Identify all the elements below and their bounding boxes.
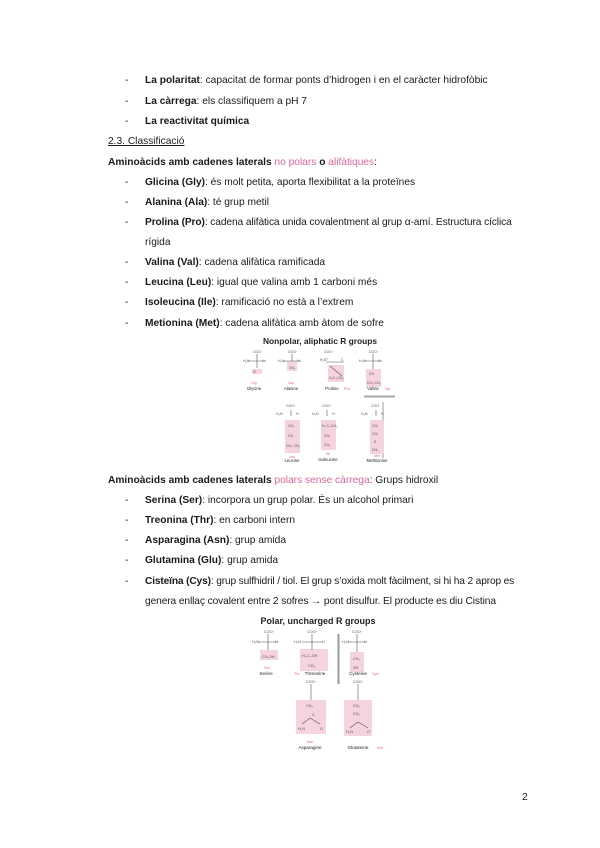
item-name: Glutamina (Glu)	[145, 555, 222, 566]
item-desc: : igual que valina amb 1 carboni més	[211, 277, 378, 288]
bullet-marker: -	[125, 318, 129, 329]
list-item	[145, 534, 286, 547]
item-desc: : és molt petita, aporta flexibilitat a la proteïnes	[205, 177, 416, 188]
svg-text:H₃N: H₃N	[361, 412, 368, 416]
item-name: Valina (Val)	[145, 257, 199, 268]
svg-text:COO⁻: COO⁻	[307, 630, 318, 634]
header-text: Aminoàcids amb cadenes laterals	[108, 157, 275, 168]
abbr-label: Val	[385, 387, 391, 391]
svg-text:H: H	[378, 359, 381, 363]
svg-text:CH₂: CH₂	[288, 424, 295, 428]
section-title: 2.3. Classificació	[108, 136, 185, 147]
list-item-continuation: genera enllaç covalent entre 2 sofres → pont disulfur. El producte es diu Cistina	[145, 596, 496, 607]
bullet-marker: -	[125, 495, 129, 506]
bullet-marker: -	[125, 277, 129, 288]
svg-text:COO⁻: COO⁻	[288, 350, 298, 354]
svg-text:C: C	[341, 358, 344, 362]
bullet-marker: -	[125, 555, 129, 566]
abbr-label: Gln	[377, 746, 383, 750]
bullet-marker: -	[125, 116, 129, 127]
list-item	[145, 514, 295, 527]
header-highlight: polars sense càrrega	[274, 475, 370, 486]
svg-text:H₂N: H₂N	[346, 730, 353, 734]
svg-text:COO⁻: COO⁻	[264, 630, 275, 634]
svg-text:H: H	[296, 412, 299, 416]
header-highlight: alifàtiques	[328, 157, 375, 168]
item-desc: : incorpora un grup polar. És un alcohol primari	[202, 495, 414, 506]
amino-name-label: Serine	[259, 671, 273, 676]
prop-name: La càrrega	[145, 96, 197, 107]
prop-polarity	[145, 74, 488, 87]
svg-text:COO⁻: COO⁻	[306, 680, 317, 684]
svg-text:H: H	[262, 359, 265, 363]
item-desc: : en carboni intern	[213, 515, 296, 526]
svg-text:O: O	[320, 727, 323, 731]
prop-desc: : els classifiquem a pH 7	[196, 96, 307, 107]
svg-text:H₃N: H₃N	[359, 359, 366, 363]
polar-header	[108, 474, 438, 487]
svg-text:CH₂OH: CH₂OH	[262, 655, 275, 659]
prop-name: La polaritat	[145, 75, 200, 86]
item-desc: : ramificació no està a l’extrem	[215, 297, 354, 308]
list-item	[145, 554, 278, 567]
item-desc: : cadena alifàtica unida covalentment al grup α-amí. Estructura cíclica	[204, 217, 512, 228]
prop-charge	[145, 95, 307, 108]
svg-text:CH₂: CH₂	[353, 704, 360, 708]
item-desc: : té grup metil	[207, 197, 269, 208]
item-desc: : cadena alifàtica ramificada	[198, 257, 326, 268]
svg-text:H–C–OH: H–C–OH	[302, 654, 318, 658]
item-desc: : grup sulfhidril / tiol. El grup s’oxida molt fàcilment, si hi ha 2 aprop es	[210, 576, 515, 587]
svg-text:H₃N: H₃N	[243, 359, 250, 363]
amino-name-label: Threonine	[304, 671, 326, 676]
svg-text:H₃N: H₃N	[342, 640, 350, 644]
item-name: Prolina (Pro)	[145, 217, 205, 228]
svg-text:H: H	[297, 359, 300, 363]
nonpolar-header	[108, 156, 377, 169]
amino-name-label: Glutamine	[347, 745, 369, 750]
abbr-label: Thr	[294, 672, 300, 676]
item-desc: : cadena alifàtica amb àtom de sofre	[219, 318, 384, 329]
svg-text:CH₃: CH₃	[289, 366, 296, 370]
svg-text:CH: CH	[288, 434, 294, 438]
svg-text:H₃N: H₃N	[294, 640, 302, 644]
svg-text:CH: CH	[369, 372, 375, 376]
svg-text:CH₃: CH₃	[372, 448, 379, 452]
bullet-marker: -	[125, 217, 129, 228]
bullet-marker: -	[125, 257, 129, 268]
figure-title: Nonpolar, aliphatic R groups	[262, 336, 378, 346]
nonpolar-structures-figure	[240, 334, 402, 462]
svg-text:C: C	[312, 713, 315, 717]
amino-name-label: Leucine	[284, 458, 300, 462]
amino-name-label: Isoleucine	[318, 457, 338, 462]
amino-name-label: Asparagine	[298, 745, 322, 750]
header-text: Aminoàcids amb cadenes laterals	[108, 475, 275, 486]
abbr-label: Ala	[288, 381, 294, 385]
svg-text:COO⁻: COO⁻	[371, 404, 381, 408]
svg-text:H–C–CH₃: H–C–CH₃	[322, 424, 338, 428]
prop-reactivity	[145, 115, 249, 128]
item-name: Isoleucina (Ile)	[145, 297, 216, 308]
list-item	[145, 276, 377, 289]
svg-text:H₃N: H₃N	[276, 412, 283, 416]
item-name: Cisteïna (Cys)	[145, 576, 211, 587]
svg-text:H₂N⁺: H₂N⁺	[320, 358, 329, 362]
item-desc: : grup amida	[229, 535, 286, 546]
bullet-marker: -	[125, 197, 129, 208]
bullet-marker: -	[125, 535, 129, 546]
bullet-marker: -	[125, 576, 129, 587]
list-item	[145, 296, 353, 309]
svg-text:H: H	[253, 370, 256, 374]
amino-name-label: Alanine	[283, 386, 299, 391]
header-highlight: no polars	[274, 157, 317, 168]
item-name: Treonina (Thr)	[145, 515, 214, 526]
svg-text:COO⁻: COO⁻	[324, 350, 334, 354]
svg-text:CH₂: CH₂	[306, 704, 313, 708]
prop-name: La reactivitat química	[145, 116, 250, 127]
amino-name-label: Valine	[367, 386, 379, 391]
svg-text:H₃N: H₃N	[252, 640, 260, 644]
svg-text:COO⁻: COO⁻	[353, 680, 364, 684]
list-item	[145, 216, 512, 229]
structure-atoms	[243, 350, 382, 385]
svg-text:CH₂: CH₂	[372, 432, 379, 436]
svg-text:CH₂: CH₂	[372, 424, 379, 428]
item-name: Glicina (Gly)	[145, 177, 206, 188]
bullet-marker: -	[125, 96, 129, 107]
item-name: Metionina (Met)	[145, 318, 220, 329]
svg-text:SH: SH	[353, 666, 359, 670]
abbr-label: Met	[373, 454, 381, 458]
abbr-label: Ile	[325, 452, 331, 456]
bullet-marker: -	[125, 177, 129, 188]
header-text: o	[316, 157, 329, 168]
svg-text:CH₃ CH₃: CH₃ CH₃	[286, 444, 300, 448]
header-text: : Grups hidroxil	[369, 475, 439, 486]
bullet-marker: -	[125, 297, 129, 308]
svg-text:COO⁻: COO⁻	[352, 630, 363, 634]
bullet-marker: -	[125, 75, 129, 86]
list-item	[145, 176, 415, 189]
svg-text:H₃N: H₃N	[278, 359, 285, 363]
item-name: Asparagina (Asn)	[145, 535, 230, 546]
list-item-continuation: rígida	[145, 237, 171, 248]
svg-text:S: S	[374, 440, 377, 444]
svg-text:CH₂: CH₂	[353, 712, 360, 716]
abbr-label: Gly	[251, 381, 257, 385]
svg-text:H: H	[275, 640, 278, 644]
svg-text:CH₂: CH₂	[324, 434, 331, 438]
bullet-marker: -	[125, 515, 129, 526]
amino-name-label: Proline	[325, 386, 339, 391]
svg-text:CH₃: CH₃	[324, 443, 331, 447]
list-item	[145, 317, 384, 330]
polar-structures-figure	[240, 612, 390, 752]
svg-text:H: H	[381, 412, 384, 416]
figure-title: Polar, uncharged R groups	[260, 616, 376, 626]
item-desc: : grup amida	[221, 555, 279, 566]
abbr-label: Cys	[372, 672, 379, 676]
svg-text:CH₂: CH₂	[353, 657, 360, 661]
item-name: Alanina (Ala)	[145, 197, 208, 208]
amino-name-label: Glycine	[246, 386, 262, 391]
svg-text:CH₃: CH₃	[308, 664, 316, 668]
svg-text:H: H	[332, 412, 335, 416]
item-name: Leucina (Leu)	[145, 277, 212, 288]
svg-text:H₂N: H₂N	[298, 727, 305, 731]
header-text: :	[374, 157, 377, 168]
svg-text:COO⁻: COO⁻	[322, 404, 332, 408]
svg-text:H₃N: H₃N	[312, 412, 319, 416]
list-item	[145, 256, 325, 269]
abbr-label: Leu	[288, 455, 296, 459]
svg-text:H: H	[322, 640, 325, 644]
prop-desc: : capacitat de formar ponts d’hidrogen i en el caràcter hidrofòbic	[199, 75, 488, 86]
svg-text:H₂C–CH₂: H₂C–CH₂	[329, 376, 344, 380]
list-item	[145, 494, 413, 507]
svg-text:COO⁻: COO⁻	[369, 350, 379, 354]
item-name: Serina (Ser)	[145, 495, 203, 506]
svg-text:COO⁻: COO⁻	[286, 404, 296, 408]
amino-name-label: Methionine	[366, 458, 388, 462]
svg-text:CH₃ CH₃: CH₃ CH₃	[367, 381, 381, 385]
page-number: 2	[522, 791, 528, 803]
svg-text:COO⁻: COO⁻	[253, 350, 263, 354]
abbr-label: Ser	[264, 666, 270, 670]
svg-text:O: O	[367, 730, 370, 734]
list-item	[145, 575, 514, 588]
svg-text:H: H	[364, 640, 367, 644]
abbr-label: Pro	[344, 387, 350, 391]
list-item	[145, 196, 269, 209]
abbr-label: Asn	[306, 740, 314, 744]
amino-name-label: Cysteine	[349, 671, 367, 676]
